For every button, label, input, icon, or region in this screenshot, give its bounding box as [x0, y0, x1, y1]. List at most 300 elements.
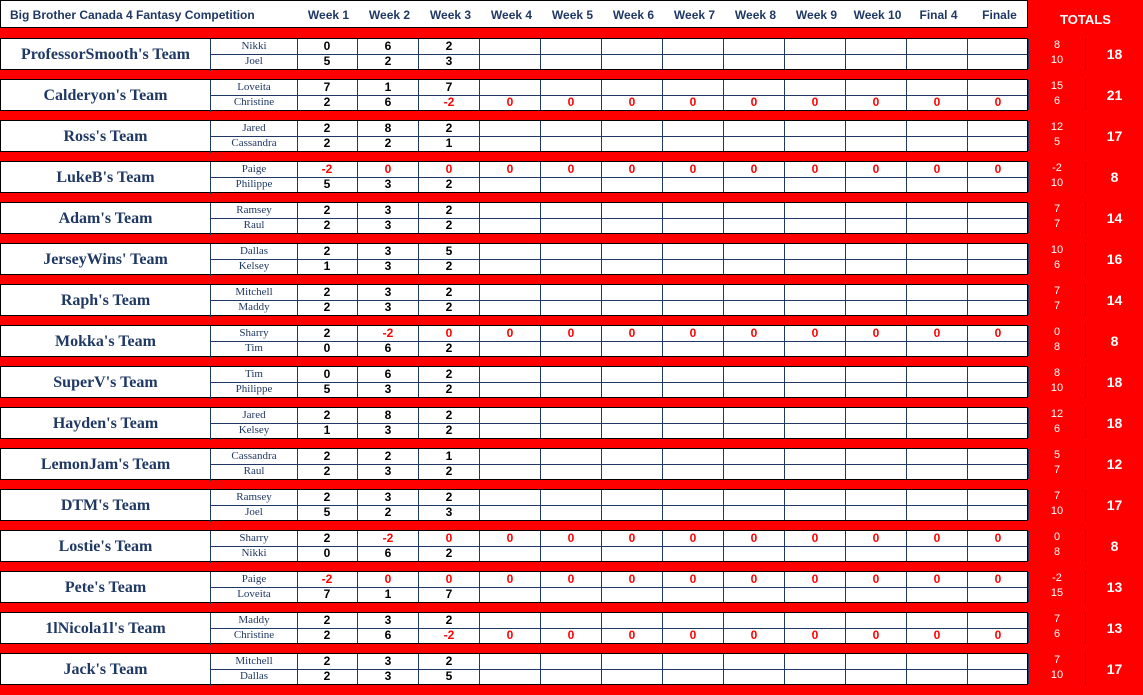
score-cell	[968, 244, 1029, 259]
team-box	[0, 407, 1028, 439]
team-total: 14	[1106, 210, 1123, 226]
team-total: 18	[1106, 46, 1123, 62]
score-cell: 2	[297, 654, 358, 669]
score-cell: 5	[419, 244, 480, 259]
score-cell: 0	[663, 628, 724, 643]
score-cell: 0	[602, 326, 663, 341]
player-total: 8	[1053, 39, 1061, 51]
score-cell	[663, 341, 724, 356]
score-cell: 0	[968, 162, 1029, 177]
score-cell: 0	[358, 572, 419, 587]
score-cell	[785, 587, 846, 602]
score-cell: 7	[297, 80, 358, 95]
team-name: LemonJam's Team	[1, 449, 211, 481]
score-cell	[724, 285, 785, 300]
team-box	[0, 284, 1028, 316]
player-name: Paige	[241, 163, 267, 175]
team-name: DTM's Team	[1, 490, 211, 522]
score-cell: 0	[297, 367, 358, 382]
player-name: Tim	[245, 368, 263, 380]
team-row	[0, 243, 1028, 275]
score-cell	[724, 587, 785, 602]
score-cell	[480, 244, 541, 259]
score-cell	[480, 136, 541, 151]
header-band	[0, 0, 1028, 28]
score-cell	[541, 613, 602, 628]
score-cell: 0	[785, 572, 846, 587]
score-cell: 3	[358, 300, 419, 315]
team-box	[0, 243, 1028, 275]
score-cell	[663, 449, 724, 464]
score-cell	[785, 341, 846, 356]
score-cell	[541, 203, 602, 218]
player-total: 7	[1053, 203, 1061, 215]
score-cell: -2	[419, 95, 480, 110]
player-name: Raul	[243, 465, 265, 477]
team-name: Jack's Team	[1, 654, 211, 686]
team-row	[0, 120, 1028, 152]
score-cell: 2	[419, 341, 480, 356]
score-cell	[785, 367, 846, 382]
score-cell	[907, 490, 968, 505]
score-cell: 2	[419, 39, 480, 54]
score-cell	[968, 367, 1029, 382]
score-cell: 0	[602, 628, 663, 643]
team-box	[0, 530, 1028, 562]
score-cell: 5	[297, 177, 358, 192]
team-box	[0, 79, 1028, 111]
player-name: Tim	[245, 342, 263, 354]
team-box	[0, 571, 1028, 603]
score-cell	[785, 490, 846, 505]
score-cell	[907, 587, 968, 602]
score-cell: 2	[297, 95, 358, 110]
score-cell: 0	[541, 531, 602, 546]
score-cell	[663, 80, 724, 95]
score-cell	[602, 244, 663, 259]
player-name: Cassandra	[231, 450, 277, 462]
score-cell	[480, 587, 541, 602]
week-header: Final 4	[919, 8, 958, 22]
team-name: 1lNicola1l's Team	[1, 613, 211, 645]
score-cell	[663, 244, 724, 259]
score-cell	[724, 259, 785, 274]
team-row	[0, 653, 1028, 685]
score-cell	[541, 464, 602, 479]
score-cell: 1	[358, 80, 419, 95]
score-cell: 6	[358, 367, 419, 382]
score-cell: 0	[907, 95, 968, 110]
player-name: Ramsey	[236, 204, 272, 216]
score-cell	[663, 39, 724, 54]
score-cell	[602, 218, 663, 233]
score-cell	[724, 546, 785, 561]
score-cell: 0	[907, 162, 968, 177]
score-cell	[846, 39, 907, 54]
score-cell: 2	[297, 203, 358, 218]
player-total: 5	[1053, 136, 1061, 148]
score-cell: 3	[358, 423, 419, 438]
score-cell: 0	[541, 326, 602, 341]
score-cell	[602, 408, 663, 423]
score-cell	[541, 177, 602, 192]
score-cell: 2	[419, 423, 480, 438]
score-cell: 0	[724, 531, 785, 546]
score-cell	[907, 136, 968, 151]
score-cell	[724, 464, 785, 479]
week-header: Week 8	[734, 8, 777, 22]
team-name: SuperV's Team	[1, 367, 211, 399]
score-cell	[785, 613, 846, 628]
score-cell	[968, 587, 1029, 602]
score-cell: 7	[419, 80, 480, 95]
player-name: Joel	[245, 506, 263, 518]
score-cell	[785, 423, 846, 438]
score-cell	[785, 54, 846, 69]
team-name: Pete's Team	[1, 572, 211, 604]
score-cell: 0	[724, 95, 785, 110]
team-total: 16	[1106, 251, 1123, 267]
score-cell: 6	[358, 341, 419, 356]
score-cell	[968, 613, 1029, 628]
player-name: Nikki	[241, 40, 267, 52]
week-header: Finale	[982, 8, 1017, 22]
score-cell: 2	[297, 136, 358, 151]
team-row	[0, 571, 1028, 603]
score-cell: 5	[419, 669, 480, 684]
score-cell	[785, 669, 846, 684]
score-cell: 3	[358, 654, 419, 669]
score-cell	[907, 423, 968, 438]
score-cell	[724, 669, 785, 684]
player-name: Loveita	[237, 81, 271, 93]
score-cell: 3	[358, 613, 419, 628]
score-cell: 2	[297, 464, 358, 479]
player-total: 12	[1050, 408, 1064, 420]
player-total: 7	[1053, 613, 1061, 625]
score-cell: 2	[419, 382, 480, 397]
score-cell	[907, 367, 968, 382]
score-cell	[968, 54, 1029, 69]
score-cell	[785, 285, 846, 300]
score-cell: -2	[358, 531, 419, 546]
score-cell: 0	[419, 162, 480, 177]
score-cell	[724, 382, 785, 397]
score-cell: 1	[358, 587, 419, 602]
score-cell	[907, 121, 968, 136]
score-cell: 2	[419, 218, 480, 233]
player-total: 7	[1053, 300, 1061, 312]
week-header: Week 7	[673, 8, 716, 22]
player-total: 7	[1053, 464, 1061, 476]
player-total: 6	[1053, 259, 1061, 271]
team-name: Lostie's Team	[1, 531, 211, 563]
score-cell: 6	[358, 628, 419, 643]
player-name: Mitchell	[235, 655, 273, 667]
score-cell: 0	[602, 531, 663, 546]
score-cell	[724, 177, 785, 192]
score-cell: 0	[541, 628, 602, 643]
score-cell: 0	[968, 531, 1029, 546]
score-cell	[541, 54, 602, 69]
score-cell	[663, 669, 724, 684]
score-cell	[785, 244, 846, 259]
score-cell: 0	[480, 326, 541, 341]
score-cell: 1	[419, 449, 480, 464]
week-header: Week 1	[307, 8, 350, 22]
player-total: 15	[1050, 587, 1064, 599]
score-cell: 0	[724, 628, 785, 643]
score-cell	[907, 285, 968, 300]
score-cell	[785, 408, 846, 423]
score-cell	[846, 382, 907, 397]
score-cell: 6	[358, 39, 419, 54]
player-name: Sharry	[239, 327, 269, 339]
score-cell	[480, 613, 541, 628]
player-name: Jared	[242, 122, 266, 134]
score-cell: 2	[297, 628, 358, 643]
team-total: 17	[1106, 128, 1123, 144]
player-total: 10	[1050, 505, 1064, 517]
score-cell: 6	[358, 546, 419, 561]
score-cell	[785, 546, 846, 561]
score-cell	[968, 121, 1029, 136]
score-cell	[724, 244, 785, 259]
score-cell: 2	[419, 367, 480, 382]
team-total: 8	[1110, 538, 1119, 554]
score-cell: 0	[419, 572, 480, 587]
score-cell: 3	[358, 285, 419, 300]
player-total: 0	[1053, 326, 1061, 338]
score-cell	[724, 408, 785, 423]
score-cell	[846, 654, 907, 669]
score-cell: 7	[419, 587, 480, 602]
score-cell: 0	[785, 531, 846, 546]
score-cell	[663, 613, 724, 628]
score-cell	[541, 423, 602, 438]
score-cell	[785, 121, 846, 136]
player-name: Philippe	[235, 383, 273, 395]
score-cell: 7	[297, 587, 358, 602]
player-name: Cassandra	[231, 137, 277, 149]
score-cell: 0	[541, 95, 602, 110]
team-box	[0, 202, 1028, 234]
score-cell	[907, 244, 968, 259]
score-cell: 0	[358, 162, 419, 177]
score-cell	[968, 505, 1029, 520]
score-cell	[968, 449, 1029, 464]
score-cell: 2	[419, 121, 480, 136]
score-cell: 3	[419, 505, 480, 520]
score-cell: 0	[419, 531, 480, 546]
score-cell	[846, 546, 907, 561]
score-cell	[663, 464, 724, 479]
team-row	[0, 612, 1028, 644]
player-name: Kelsey	[238, 260, 270, 272]
team-row	[0, 284, 1028, 316]
score-cell: 6	[358, 95, 419, 110]
score-cell: 0	[968, 572, 1029, 587]
score-cell	[602, 613, 663, 628]
score-cell: 0	[907, 531, 968, 546]
score-cell: 0	[663, 162, 724, 177]
score-cell	[968, 80, 1029, 95]
score-cell: 3	[358, 490, 419, 505]
score-cell	[480, 121, 541, 136]
score-cell	[846, 505, 907, 520]
totals-header: TOTALS	[1060, 11, 1111, 27]
score-cell	[663, 490, 724, 505]
score-cell: 8	[358, 121, 419, 136]
score-cell	[480, 177, 541, 192]
week-header: Week 3	[429, 8, 472, 22]
score-cell: 2	[297, 449, 358, 464]
score-cell: 2	[297, 326, 358, 341]
score-cell: 8	[358, 408, 419, 423]
score-cell	[968, 669, 1029, 684]
score-cell	[663, 654, 724, 669]
player-total: 8	[1053, 341, 1061, 353]
score-cell	[541, 587, 602, 602]
player-total: 8	[1053, 546, 1061, 558]
score-cell	[724, 203, 785, 218]
player-total: 7	[1053, 654, 1061, 666]
score-cell	[602, 464, 663, 479]
score-cell: 0	[846, 531, 907, 546]
score-cell	[724, 341, 785, 356]
score-cell: 2	[419, 259, 480, 274]
score-cell: 0	[907, 628, 968, 643]
score-cell	[480, 423, 541, 438]
score-cell	[907, 259, 968, 274]
score-cell	[846, 80, 907, 95]
score-cell: 3	[358, 203, 419, 218]
player-name: Kelsey	[238, 424, 270, 436]
score-cell	[907, 203, 968, 218]
score-cell: 3	[358, 218, 419, 233]
player-total: -2	[1052, 572, 1062, 584]
team-box	[0, 161, 1028, 193]
score-cell	[846, 464, 907, 479]
score-cell: 0	[480, 95, 541, 110]
score-cell	[602, 259, 663, 274]
player-name: Nikki	[241, 547, 267, 559]
week-header: Week 2	[368, 8, 411, 22]
score-cell: 0	[419, 326, 480, 341]
team-row	[0, 79, 1028, 111]
player-total: 10	[1050, 382, 1064, 394]
score-cell	[846, 669, 907, 684]
score-cell: 0	[968, 326, 1029, 341]
team-row	[0, 38, 1028, 70]
score-cell	[907, 382, 968, 397]
score-cell	[663, 177, 724, 192]
score-cell: 0	[846, 572, 907, 587]
score-cell: 2	[297, 613, 358, 628]
player-name: Dallas	[239, 245, 269, 257]
score-cell	[541, 80, 602, 95]
score-cell	[724, 490, 785, 505]
score-cell: 3	[358, 382, 419, 397]
score-cell: 0	[846, 326, 907, 341]
score-cell: 3	[358, 244, 419, 259]
team-box	[0, 38, 1028, 70]
score-cell	[968, 136, 1029, 151]
score-cell	[846, 490, 907, 505]
score-cell	[480, 54, 541, 69]
score-cell	[846, 203, 907, 218]
score-cell: 2	[419, 546, 480, 561]
score-cell	[663, 136, 724, 151]
score-cell	[480, 546, 541, 561]
score-cell: 0	[297, 546, 358, 561]
team-total: 17	[1106, 661, 1123, 677]
score-cell	[968, 408, 1029, 423]
score-cell: 0	[846, 628, 907, 643]
team-row	[0, 202, 1028, 234]
score-cell: 0	[785, 162, 846, 177]
score-cell	[480, 382, 541, 397]
score-cell: 3	[358, 464, 419, 479]
player-name: Joel	[245, 55, 263, 67]
team-row	[0, 366, 1028, 398]
score-cell	[480, 654, 541, 669]
score-cell	[602, 423, 663, 438]
team-name: Mokka's Team	[1, 326, 211, 358]
score-cell	[846, 408, 907, 423]
score-cell	[907, 505, 968, 520]
team-total: 18	[1106, 374, 1123, 390]
score-cell	[480, 203, 541, 218]
score-cell	[846, 218, 907, 233]
score-cell: 3	[358, 259, 419, 274]
score-cell	[724, 300, 785, 315]
score-cell: 2	[419, 613, 480, 628]
score-cell	[602, 587, 663, 602]
score-cell: 0	[724, 326, 785, 341]
score-cell	[480, 300, 541, 315]
score-cell: 0	[724, 572, 785, 587]
score-cell	[541, 300, 602, 315]
score-cell	[480, 285, 541, 300]
player-name: Maddy	[238, 614, 270, 626]
score-cell: 2	[297, 490, 358, 505]
team-row	[0, 530, 1028, 562]
week-header: Week 6	[612, 8, 655, 22]
score-cell	[907, 80, 968, 95]
player-total: -2	[1052, 162, 1062, 174]
score-cell	[724, 54, 785, 69]
team-name: LukeB's Team	[1, 162, 211, 194]
score-cell: 0	[663, 572, 724, 587]
score-cell	[541, 259, 602, 274]
score-cell	[541, 341, 602, 356]
team-name: Calderyon's Team	[1, 80, 211, 112]
team-box	[0, 448, 1028, 480]
score-cell	[541, 121, 602, 136]
score-cell: 0	[480, 531, 541, 546]
score-cell: 0	[602, 162, 663, 177]
score-cell	[907, 300, 968, 315]
score-cell: 0	[602, 95, 663, 110]
score-cell	[480, 367, 541, 382]
player-total: 6	[1053, 628, 1061, 640]
score-cell: 0	[541, 162, 602, 177]
score-cell	[785, 177, 846, 192]
score-cell	[846, 367, 907, 382]
score-cell	[602, 177, 663, 192]
team-box	[0, 612, 1028, 644]
